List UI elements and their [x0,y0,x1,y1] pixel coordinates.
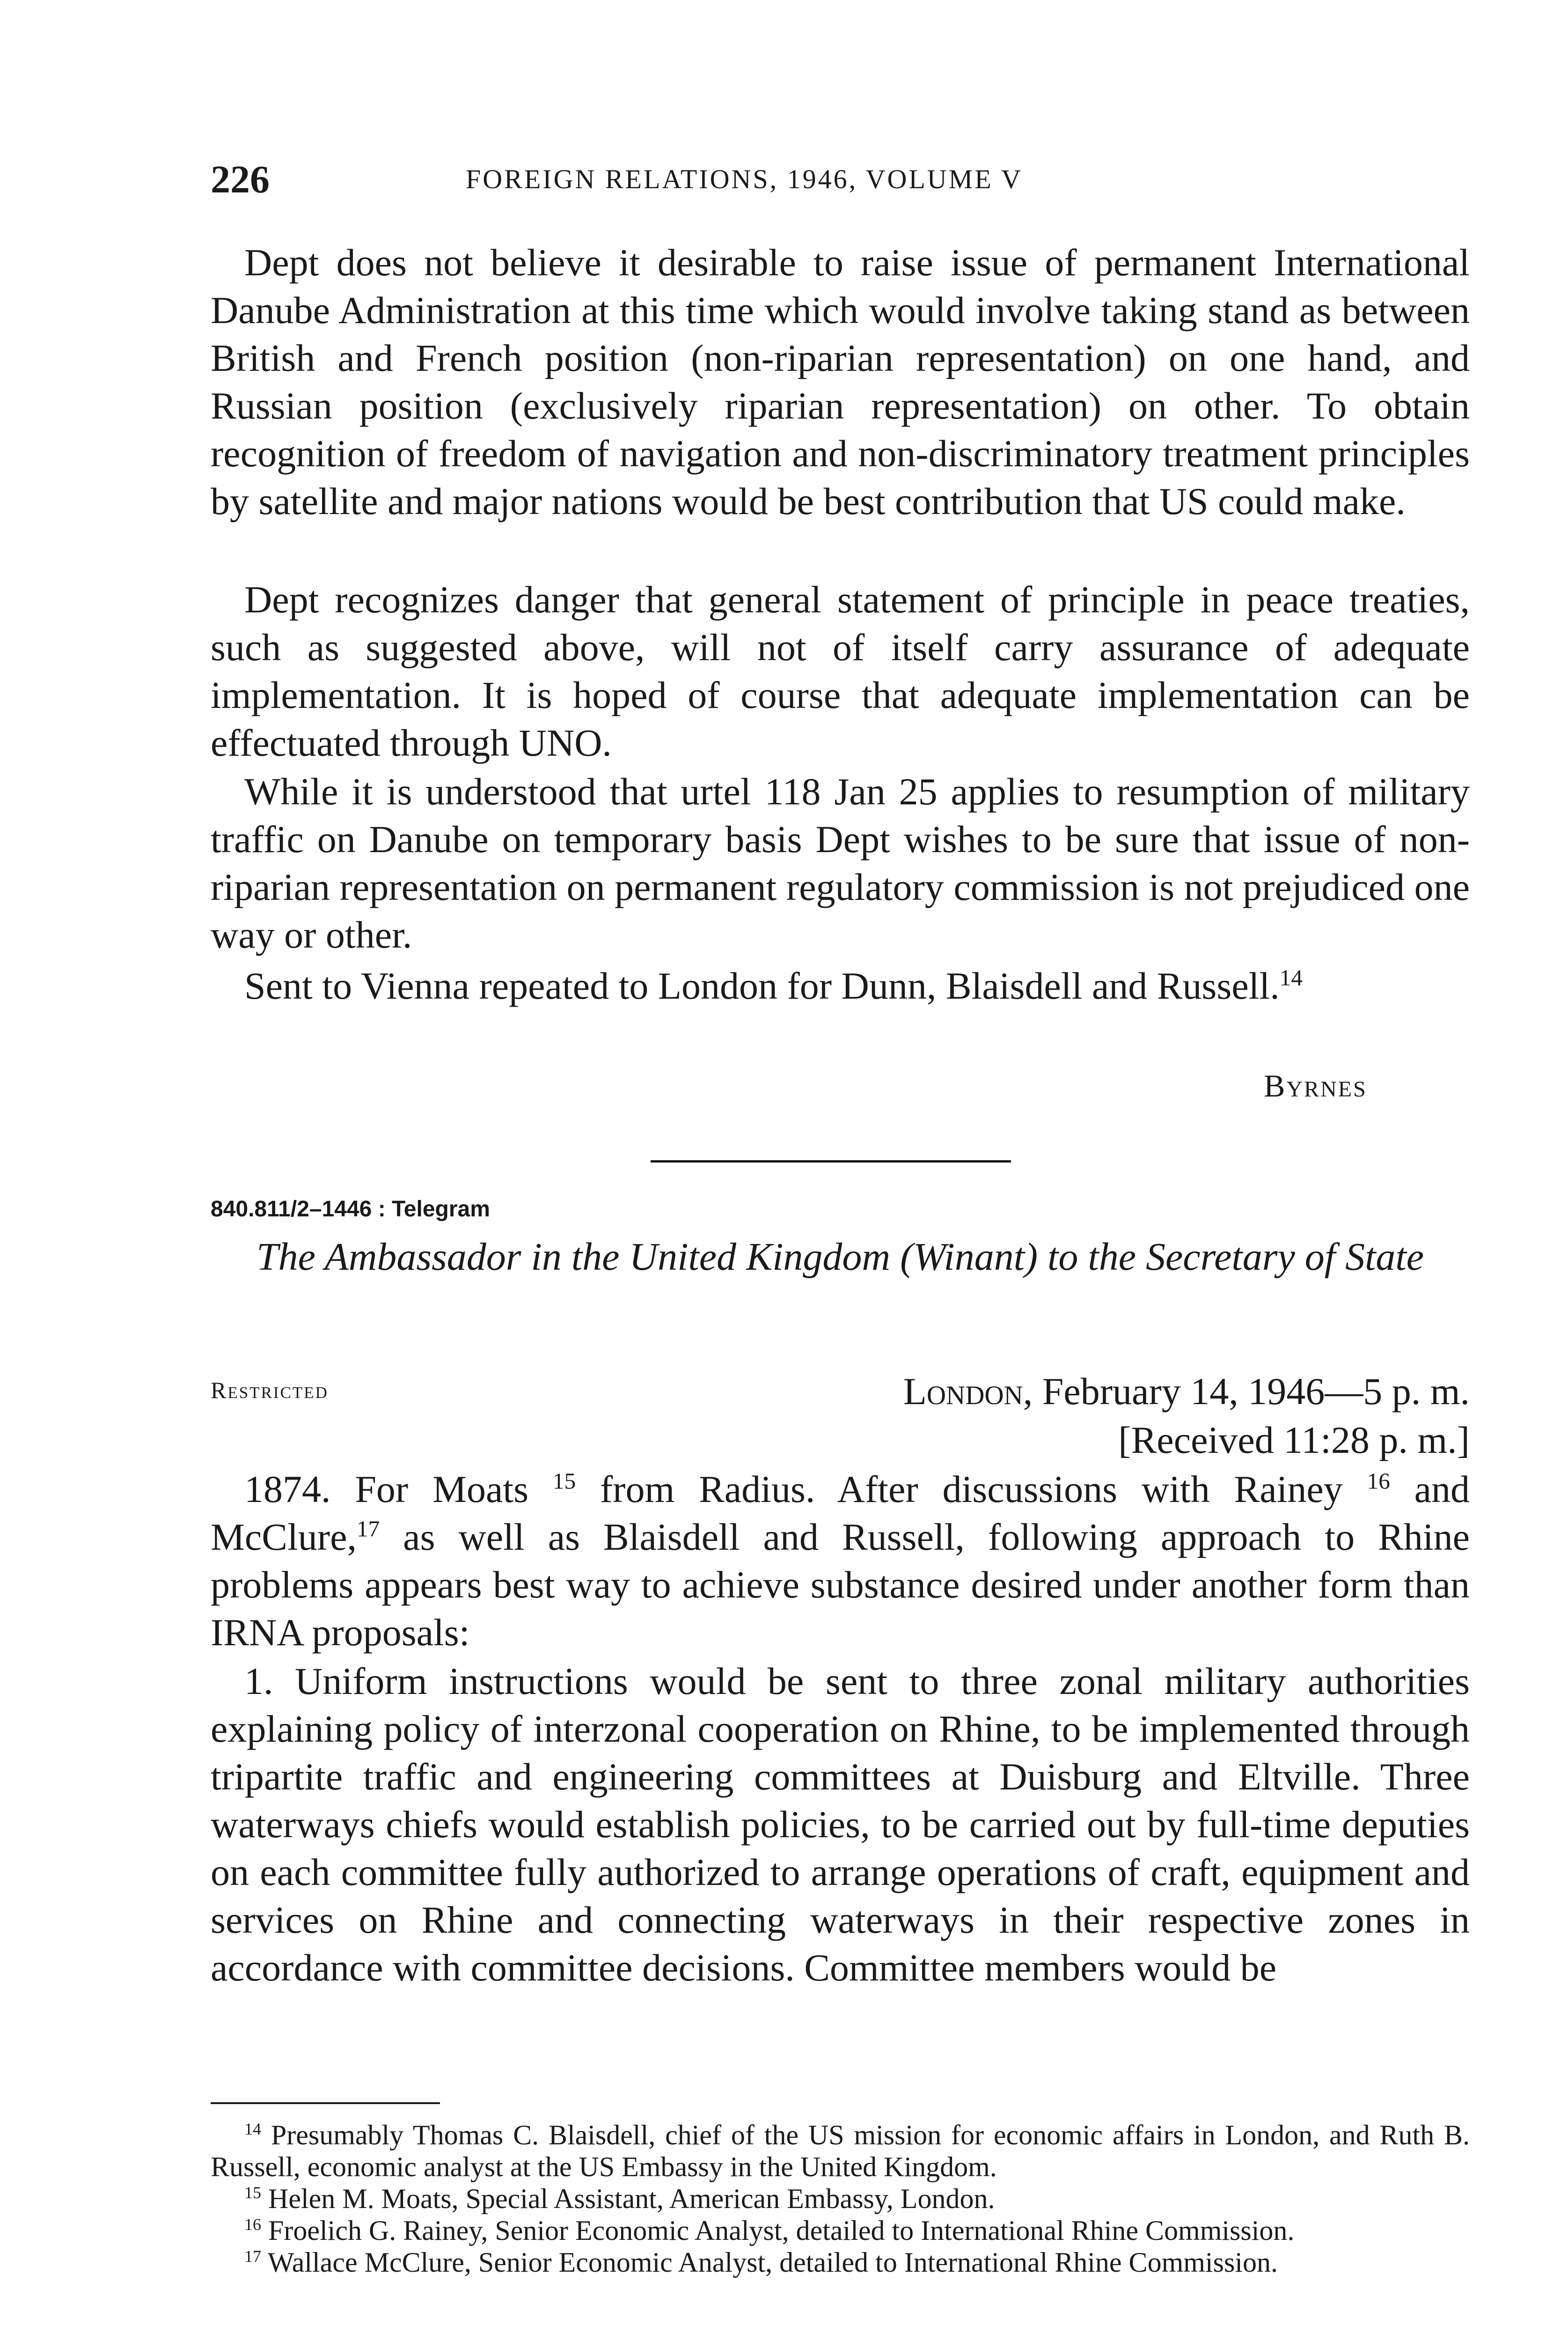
footnote-text: Presumably Thomas C. Blaisdell, chief of the US mission for economic affairs in London, and Ruth B. Russell, economic analyst at the US Embassy in the United Kingdom. [211,2120,1470,2182]
document-heading: The Ambassador in the United Kingdom (Winant) to the Secretary of State [256,1235,1424,1279]
text-run: from Radius. After discussions with Rainey [576,1468,1343,1510]
paragraph-4-text: Sent to Vienna repeated to London for Dunn, Blaisdell and Russell. [244,964,1280,1007]
footnote-text: Helen M. Moats, Special Assistant, American Embassy, London. [268,2183,995,2214]
paragraph-6 [211,1657,1470,1992]
footnote-14 [211,2119,1470,2183]
classification-label: Restricted [211,1377,329,1403]
footnote-ref-16[interactable]: 16 [1367,1468,1390,1494]
received-line: [Received 11:28 p. m.] [1118,1419,1470,1461]
paragraph-text: While it is understood that urtel 118 Jan 25 applies to resumption of military traffic on Danube on temporary basis Dept wishes to be sure that issue of non-riparian representation on permanent regulatory commission is not prejudiced one way or other. [211,770,1470,956]
footnote-number: 14 [244,2120,261,2138]
footnote-number: 17 [244,2247,261,2266]
running-head: FOREIGN RELATIONS, 1946, VOLUME V [466,164,1023,194]
footnote-ref-17[interactable]: 17 [356,1516,380,1542]
paragraph-4 [211,962,1470,1010]
dateline-place: London [903,1370,1023,1413]
paragraph-5 [211,1465,1470,1656]
paragraph-text [211,962,1470,1010]
footnote-divider [211,2102,440,2104]
footnote-text: Froelich G. Rainey, Senior Economic Analyst, detailed to International Rhine Commission. [268,2215,1295,2246]
footnote-17 [211,2246,1470,2278]
paragraph-text: 1. Uniform instructions would be sent to three zonal military authorities explaining policy of interzonal cooperation on Rhine, to be implemented through tripartite traffic and engineering committees at Duisburg and Eltville. Three waterways chiefs would establish policies, to be carried out by full-time deputies on each committee fully authorized to arrange operations of craft, equipment and services on Rhine and connecting waterways in their respective zones in accordance with committee decisions. Committee members would be [211,1660,1470,1989]
footnotes [211,2102,1470,2278]
page-header [211,157,1470,204]
text-run: as well as Blaisdell and Russell, following approach to Rhine problems appears best way to achieve substance desired under another form than IRNA proposals: [211,1516,1470,1654]
page-number: 226 [211,158,270,201]
footnote-ref-15[interactable]: 15 [552,1468,576,1494]
text-run: 1874. For Moats [244,1468,529,1510]
paragraph-text: Dept recognizes danger that general statement of principle in peace treaties, such as suggested above, will not of itself carry assurance of adequate implementation. It is hoped of course that adequate implementation can be effectuated through UNO. [211,578,1470,764]
dateline-date [903,1367,1470,1416]
paragraph-2 [211,576,1470,767]
footnote-15 [211,2183,1470,2215]
signature: Byrnes [1264,1068,1367,1104]
footnote-text: Wallace McClure, Senior Economic Analyst, detailed to International Rhine Commission. [267,2247,1278,2278]
paragraph-text [211,1465,1470,1656]
section-divider [651,1160,1011,1163]
paragraph-text: Dept does not believe it desirable to raise issue of permanent International Danube Administration at this time which would involve taking stand as between British and French position (non-riparian representation) on one hand, and Russian position (exclusively riparian representation) on other. To obtain recognition of freedom of navigation and non-discriminatory treatment principles by satellite and major nations would be best contribution that US could make. [211,241,1470,523]
text-run: and McClure, [211,1468,1470,1558]
dateline-time: , February 14, 1946—5 p. m. [1023,1370,1470,1413]
paragraph-1 [211,239,1470,525]
paragraph-3 [211,768,1470,959]
footnote-16 [211,2215,1470,2246]
footnote-ref-14[interactable]: 14 [1279,964,1303,991]
document-id: 840.811/2–1446 : Telegram [211,1197,490,1222]
footnote-number: 15 [244,2183,261,2202]
dateline [903,1367,1470,1465]
footnote-number: 16 [244,2215,261,2234]
